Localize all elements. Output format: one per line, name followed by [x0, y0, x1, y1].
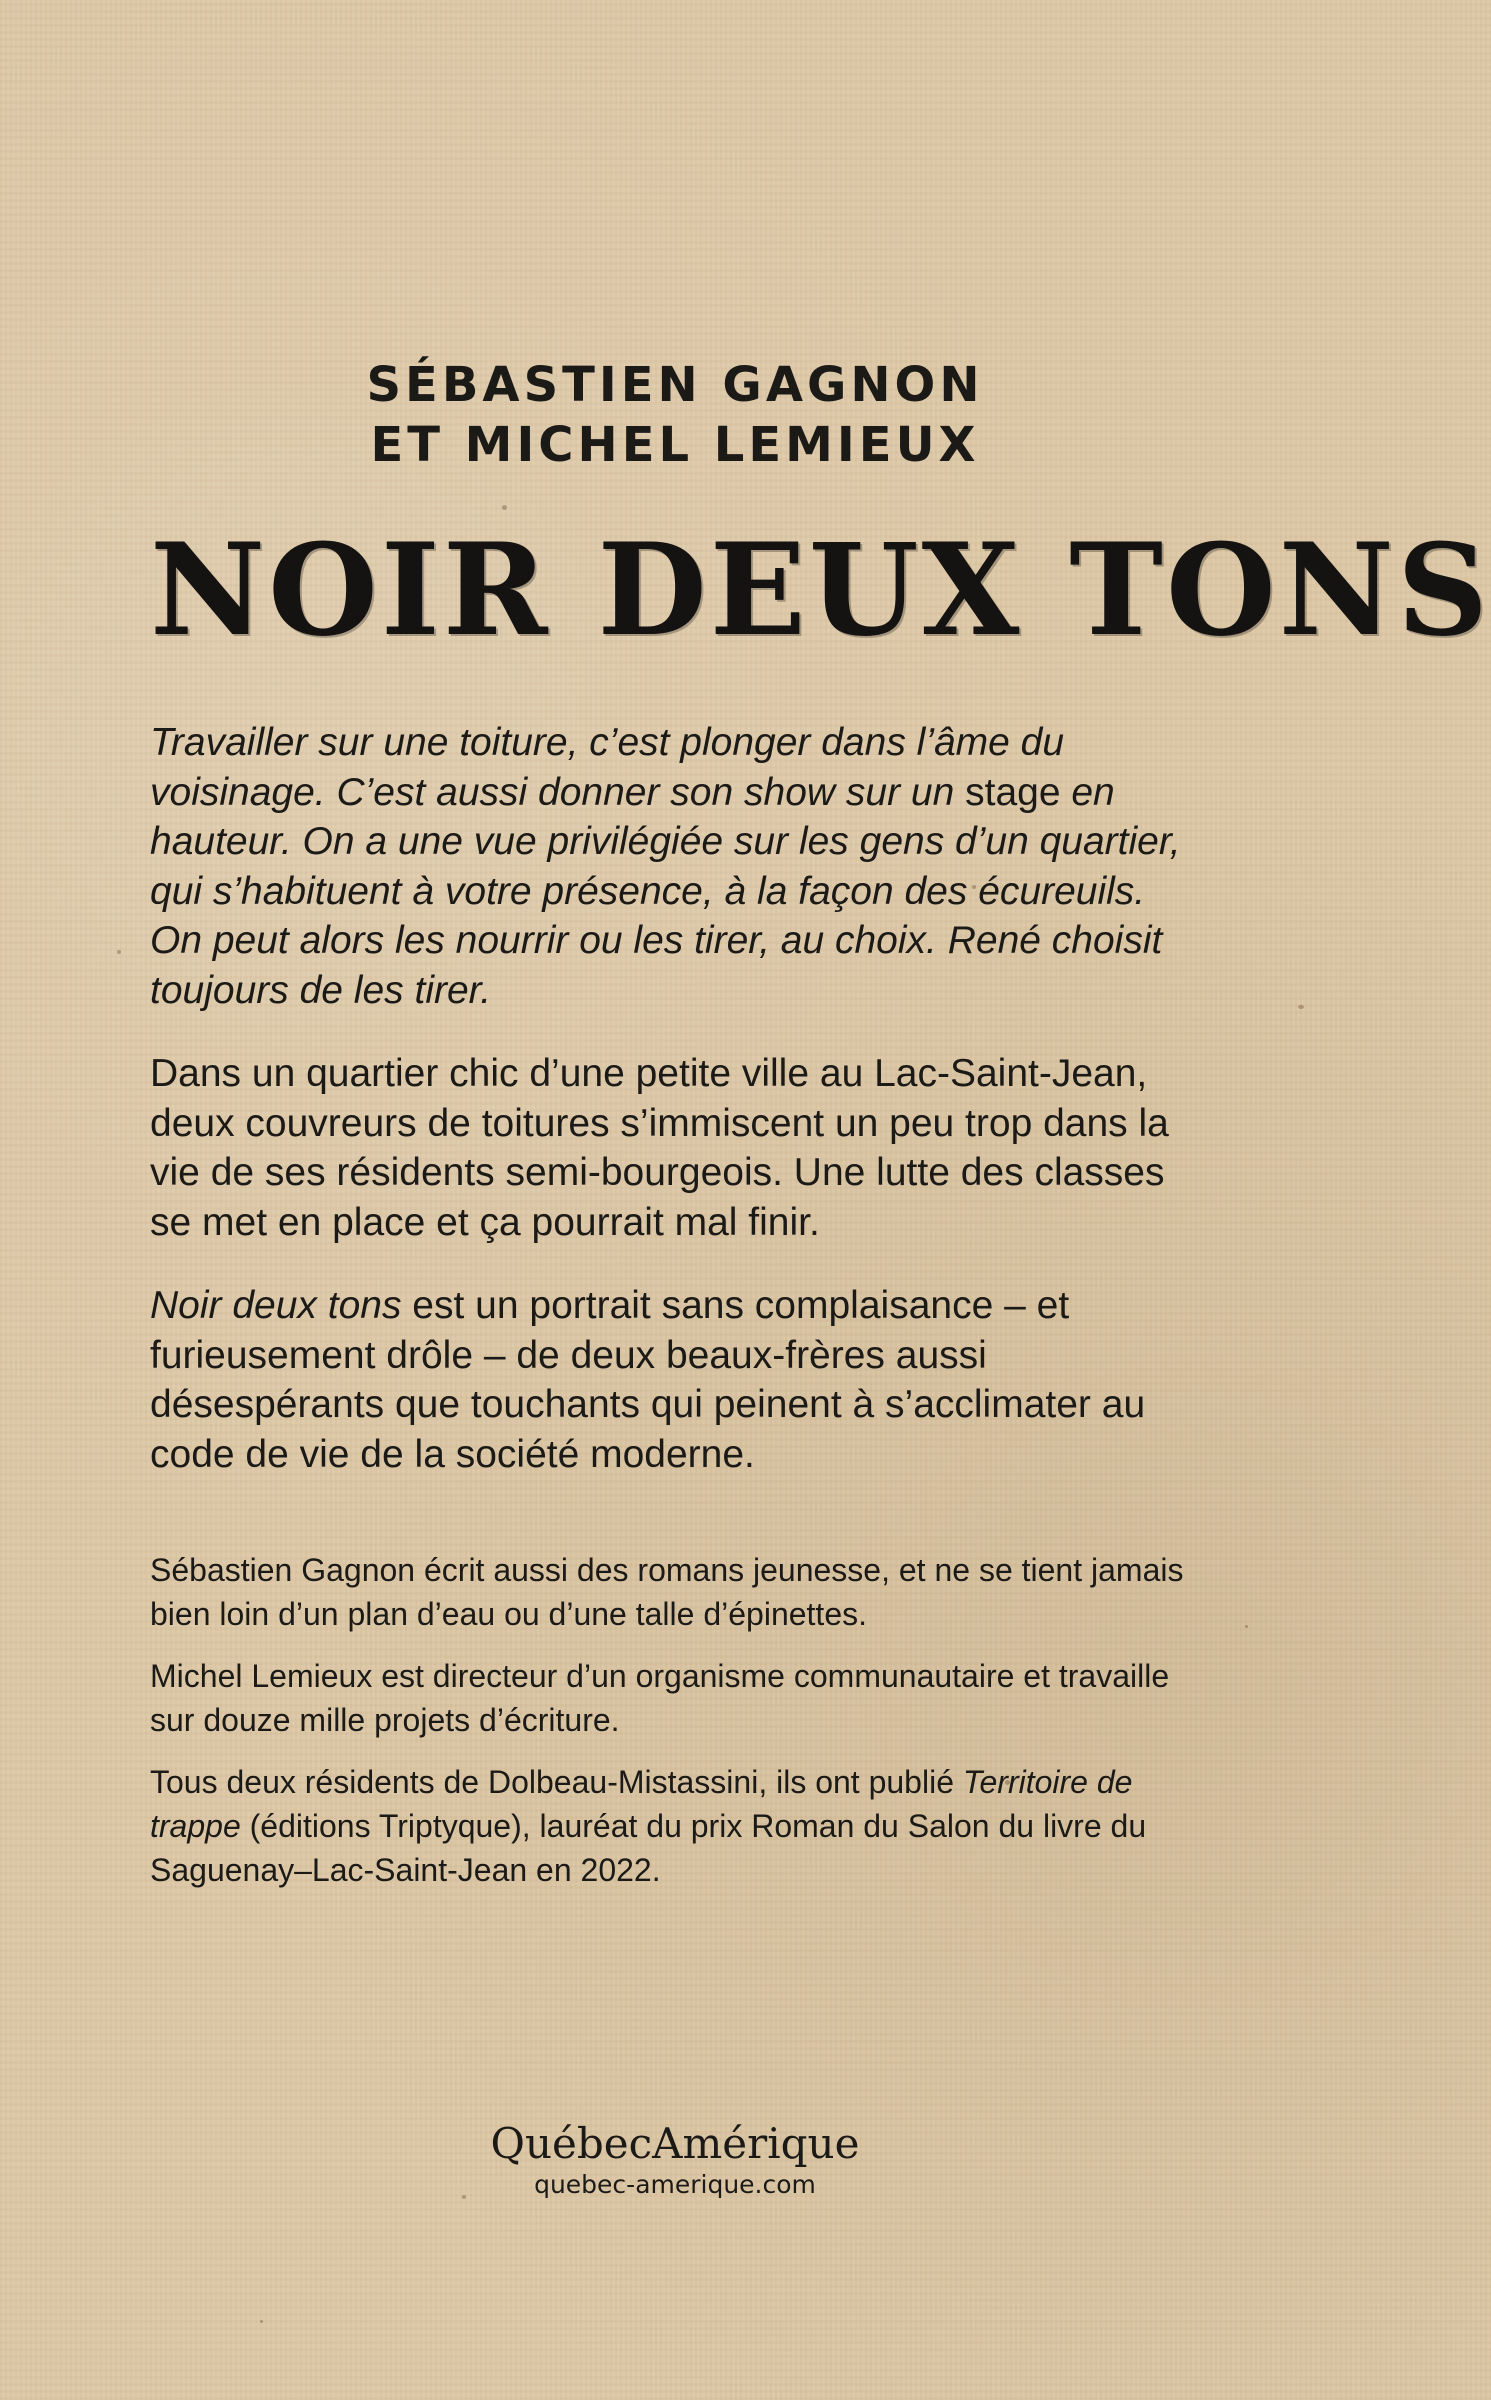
- portrait-title: Noir deux tons: [150, 1284, 402, 1327]
- bio-gagnon: Sébastien Gagnon écrit aussi des romans jeunesse, et ne se tient jamais bien loin d’un plan d’eau ou d’une talle d’épinettes.: [150, 1552, 1184, 1632]
- paper-speck: [1298, 1005, 1304, 1009]
- bio-both-text-1: Tous deux résidents de Dolbeau-Mistassini, ils ont publié: [150, 1764, 963, 1800]
- portrait-text: est un portrait sans complaisance – et furieusement drôle – de deux beaux-frères aussi désespérants que touchants qui peinent à s’acclimater au code de vie de la société moderne.: [150, 1284, 1146, 1476]
- intro-text-2: en hauteur. On a une vue privilégiée sur les gens d’un quartier, qui s’habituent à votre présence, à la façon des écureuils. On peut alors les nourrir ou les tirer, au choix. René choisit toujours de les tirer.: [150, 770, 1181, 1012]
- paper-speck: [502, 505, 507, 510]
- publisher-url: quebec-amerique.com: [534, 2170, 816, 2199]
- bio-both-text-2: (éditions Triptyque), lauréat du prix Roman du Salon du livre du Saguenay–Lac-Saint-Jean en 2022.: [150, 1808, 1147, 1888]
- author-names: [150, 355, 1200, 475]
- publisher-name: QuébecAmérique: [490, 2119, 860, 2168]
- author-line-1: SÉBASTIEN GAGNON: [366, 357, 984, 413]
- intro-upright-word: stage: [965, 770, 1061, 814]
- paper-speck: [117, 950, 121, 954]
- blurb: [150, 718, 1200, 1513]
- author-bios: [150, 1548, 1200, 1910]
- intro-text-1: Travailler sur une toiture, c’est plonger dans l’âme du voisinage. C’est aussi donner son show sur un: [150, 721, 1065, 814]
- bio-both-book-title: Territoire de trappe: [150, 1764, 1133, 1844]
- paper-speck: [1245, 1625, 1248, 1628]
- intro-paragraph: [150, 718, 1200, 1015]
- bio-both: [150, 1760, 1200, 1892]
- book-title: NOIR DEUX TONS: [150, 516, 1491, 664]
- author-line-2: ET MICHEL LEMIEUX: [370, 417, 980, 473]
- publisher-logo: [150, 2118, 1200, 2200]
- summary-paragraph: Dans un quartier chic d’une petite ville au Lac-Saint-Jean, deux couvreurs de toitures s’immiscent un peu trop dans la vie de ses résidents semi-bourgeois. Une lutte des classes se met en place et ça pourrait mal finir.: [150, 1052, 1169, 1244]
- bio-lemieux: Michel Lemieux est directeur d’un organisme communautaire et travaille sur douze mille projets d’écriture.: [150, 1658, 1170, 1738]
- portrait-paragraph: [150, 1281, 1200, 1479]
- paper-speck: [260, 2320, 263, 2323]
